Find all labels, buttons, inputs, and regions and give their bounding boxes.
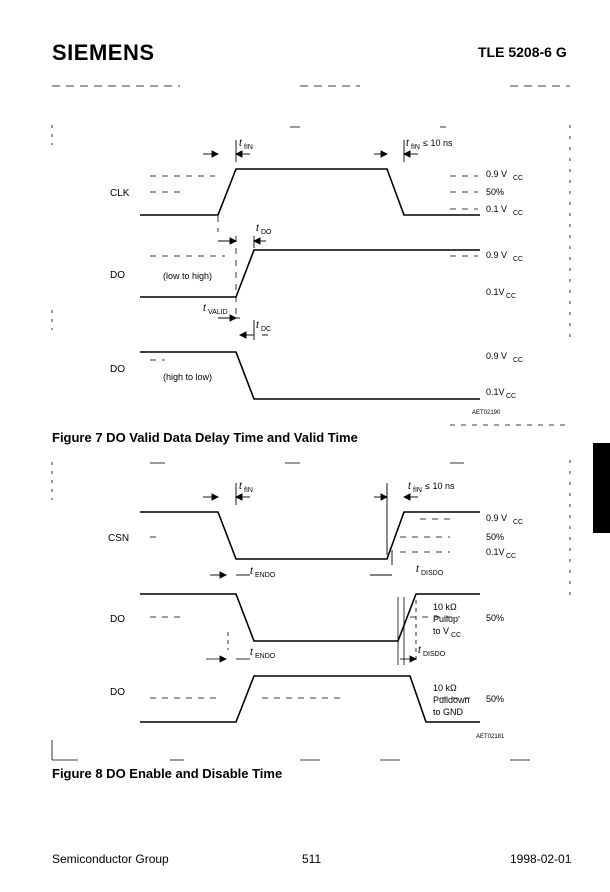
pullup-line2: Pullup	[433, 614, 459, 624]
t-disdo-1-sub: DISDO	[421, 570, 444, 577]
signal-label-csn: CSN	[108, 533, 130, 544]
signal-label-clk: CLK	[110, 188, 130, 199]
level-csn-50: 50%	[486, 532, 505, 542]
signal-label-do2: DO	[110, 687, 125, 698]
signal-label-do-hl: DO	[110, 364, 125, 375]
t-endo-1-sub: ENDO	[255, 572, 276, 579]
level-do2-50: 50%	[486, 694, 505, 704]
t-disdo-2-label: t	[418, 645, 421, 656]
figure8-frame	[52, 460, 570, 760]
do-pullup-waveform	[140, 594, 480, 641]
level-dohl-01: 0.1V	[486, 387, 505, 397]
vcc-sub: CC	[513, 210, 524, 217]
signal-label-do1: DO	[110, 614, 125, 625]
pullup-line1: 10 kΩ	[433, 602, 457, 612]
level-csn-09: 0.9 V	[486, 513, 508, 523]
figure8-caption: Figure 8 DO Enable and Disable Time	[52, 766, 283, 781]
figure8-labels	[108, 481, 523, 740]
pulldown-line2: Pulldown	[433, 695, 470, 705]
t-endo-2-sub: ENDO	[255, 653, 276, 660]
t-dc-sub: DC	[261, 326, 272, 333]
t8-rise-label: t	[239, 481, 242, 492]
level-clk-50: 50%	[486, 187, 505, 197]
t8-fall-label: t	[408, 481, 411, 492]
vcc-sub: CC	[513, 357, 524, 364]
t-disdo-1-label: t	[416, 564, 419, 575]
figure7-caption: Figure 7 DO Valid Data Delay Time and Valid Time	[52, 430, 358, 445]
t-fall-label: t	[406, 138, 409, 149]
footer-date: 1998-02-01	[510, 852, 572, 866]
level-do-01: 0.1V	[486, 287, 505, 297]
pullup-sub: CC	[451, 632, 462, 639]
clk-timing-arrows	[203, 140, 418, 162]
pulldown-line1: 10 kΩ	[433, 683, 457, 693]
t-fall-sub: fIN	[411, 144, 420, 151]
vcc-sub: CC	[513, 175, 524, 182]
vcc-sub: CC	[513, 519, 524, 526]
level-do-09: 0.9 V	[486, 250, 508, 260]
signal-label-do-lh: DO	[110, 270, 125, 281]
t-fall-cond: ≤ 10 ns	[423, 138, 453, 148]
t-dc-label: t	[256, 320, 259, 331]
t-rise-label: t	[239, 138, 242, 149]
do-lh-reference-lines	[150, 216, 478, 320]
do-pulldown-waveform	[140, 676, 480, 722]
level-do1-50: 50%	[486, 613, 505, 623]
vcc-sub: CC	[506, 553, 517, 560]
clk-reference-lines	[150, 176, 478, 209]
level-dohl-09: 0.9 V	[486, 351, 508, 361]
do-pullup-reference-lines	[150, 597, 460, 665]
csn-reference-lines	[150, 519, 450, 552]
vcc-sub: CC	[513, 256, 524, 263]
level-clk-09: 0.9 V	[486, 169, 508, 179]
vcc-sub: CC	[506, 393, 517, 400]
t8-fall-sub: fIN	[413, 487, 422, 494]
level-clk-01: 0.1 V	[486, 204, 508, 214]
footer-page-number: 511	[302, 852, 322, 866]
csn-timing-arrows	[203, 483, 418, 578]
t-do-sub: DO	[261, 229, 272, 236]
figure8-ref: AET02181	[476, 734, 505, 740]
do-hl-note: (high to low)	[163, 372, 213, 382]
do-lh-note: (low to high)	[163, 271, 213, 281]
figure7-labels	[110, 138, 523, 416]
footer-left: Semiconductor Group	[52, 852, 169, 866]
t-endo-2-label: t	[250, 647, 253, 658]
t-valid-sub: VALID	[208, 309, 228, 316]
t8-rise-sub: fIN	[244, 487, 253, 494]
t-endo-1-label: t	[250, 566, 253, 577]
pullup-line3: to V	[433, 626, 450, 636]
t-rise-sub: fIN	[244, 144, 253, 151]
brand-logo: SIEMENS	[52, 40, 155, 65]
t-disdo-2-sub: DISDO	[423, 651, 446, 658]
t-valid-label: t	[203, 303, 206, 314]
level-csn-01: 0.1V	[486, 547, 505, 557]
t8-fall-cond: ≤ 10 ns	[425, 481, 455, 491]
t-do-label: t	[256, 223, 259, 234]
part-number: TLE 5208-6 G	[478, 44, 567, 60]
do-lh-timing-arrows	[218, 236, 268, 340]
figure7-ref: AET02190	[472, 410, 501, 416]
pulldown-line3: to GND	[433, 707, 464, 717]
vcc-sub: CC	[506, 293, 517, 300]
